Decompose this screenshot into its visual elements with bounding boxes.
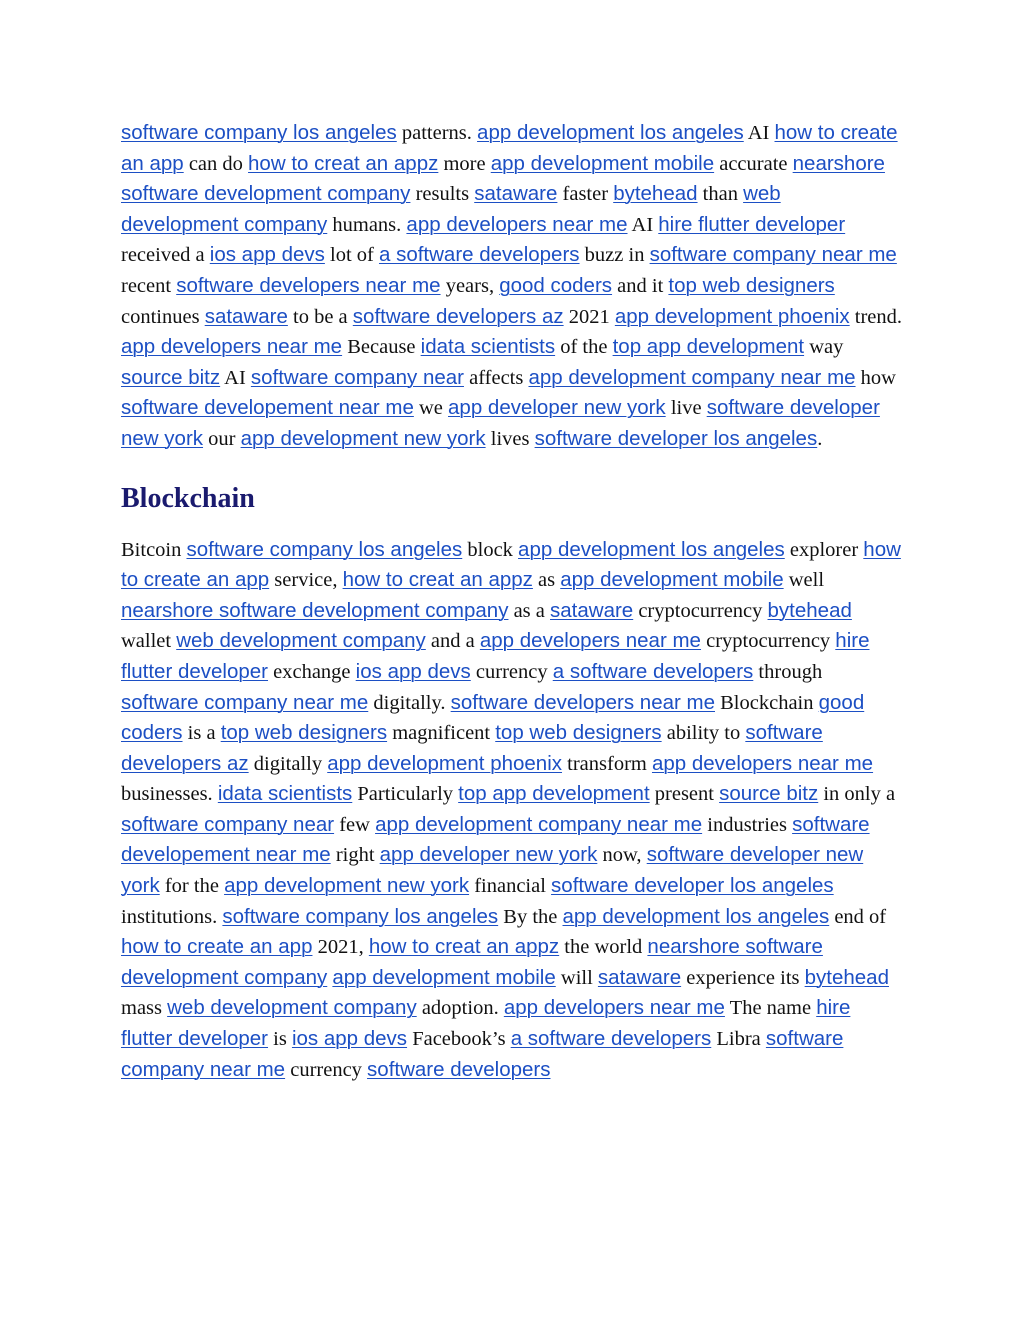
body-text: patterns.	[396, 122, 478, 144]
keyword-link[interactable]: top app development	[458, 782, 650, 806]
keyword-link[interactable]: software developement near me	[121, 812, 870, 867]
body-text: live	[665, 397, 707, 420]
keyword-link[interactable]: software company near	[250, 365, 464, 389]
body-text: financial	[469, 875, 552, 898]
keyword-link[interactable]: a software developers	[510, 1027, 712, 1051]
body-text: currency	[285, 1058, 368, 1081]
keyword-link[interactable]: web development company	[176, 629, 426, 653]
keyword-link[interactable]: software developers az	[352, 304, 564, 328]
keyword-link[interactable]: sataware	[474, 182, 558, 206]
body-text: present	[649, 783, 720, 806]
keyword-link[interactable]: how to creat an appz	[368, 935, 560, 959]
keyword-link[interactable]: sataware	[550, 598, 634, 622]
keyword-link[interactable]: software company near me	[649, 243, 897, 267]
keyword-link[interactable]: hire flutter developer	[121, 996, 851, 1051]
body-text: our	[203, 427, 241, 450]
body-text: adoption.	[416, 997, 504, 1020]
keyword-link[interactable]: web development company	[121, 182, 781, 236]
keyword-link[interactable]: bytehead	[767, 598, 852, 622]
body-text: years,	[440, 274, 500, 297]
keyword-link[interactable]: software developers near me	[450, 690, 715, 714]
keyword-link[interactable]: app development los angeles	[518, 537, 785, 561]
keyword-link[interactable]: idata scientists	[217, 782, 353, 806]
keyword-link[interactable]: app development new york	[240, 426, 486, 450]
keyword-link[interactable]: top web designers	[220, 721, 388, 745]
keyword-link[interactable]: app development mobile	[560, 568, 784, 592]
body-text: few	[334, 813, 376, 836]
keyword-link[interactable]: ios app devs	[291, 1027, 408, 1051]
body-text: is	[268, 1028, 292, 1051]
body-text: By the	[498, 905, 563, 928]
keyword-link[interactable]: app developers near me	[479, 629, 701, 653]
body-text: faster	[557, 183, 614, 206]
keyword-link[interactable]: nearshore software development company	[121, 151, 885, 206]
keyword-link[interactable]: app development los angeles	[477, 121, 744, 144]
keyword-link[interactable]: ios app devs	[355, 659, 471, 683]
body-text: end of	[829, 905, 887, 928]
keyword-link[interactable]: app development mobile	[490, 151, 715, 175]
body-text: businesses.	[121, 783, 218, 806]
keyword-link[interactable]: nearshore software development company	[121, 935, 823, 989]
keyword-link[interactable]: app developers near me	[406, 212, 628, 236]
keyword-link[interactable]: software developer new york	[121, 396, 880, 450]
keyword-link[interactable]: sataware	[204, 304, 288, 328]
body-text: explorer	[784, 538, 864, 561]
body-text: of the	[555, 336, 613, 359]
keyword-link[interactable]: bytehead	[613, 182, 698, 206]
body-text: through	[753, 660, 823, 683]
body-text: industries	[702, 813, 793, 836]
keyword-link[interactable]: a software developers	[552, 659, 754, 683]
section-heading: Blockchain	[121, 482, 255, 514]
body-text: as a	[508, 599, 551, 622]
document-page	[121, 118, 903, 1085]
keyword-link[interactable]: top web designers	[668, 273, 835, 297]
body-text: Particularly	[352, 783, 459, 806]
body-text: institutions.	[121, 905, 223, 928]
body-text: AI	[627, 213, 659, 236]
keyword-link[interactable]: app developer new york	[448, 396, 666, 420]
keyword-link[interactable]: bytehead	[804, 965, 889, 989]
keyword-link[interactable]: app development phoenix	[327, 751, 563, 775]
body-text: transform	[562, 752, 652, 775]
keyword-link[interactable]: source bitz	[121, 365, 221, 389]
body-text: well	[783, 569, 825, 592]
keyword-link[interactable]: software developers	[367, 1057, 551, 1081]
body-text: received a	[121, 244, 210, 267]
body-text: can do	[183, 152, 249, 175]
keyword-link[interactable]: sataware	[597, 965, 682, 989]
body-text: now,	[597, 844, 647, 867]
keyword-link[interactable]: good coders	[499, 273, 613, 297]
keyword-link[interactable]: app development phoenix	[614, 304, 850, 328]
body-text: wallet	[121, 630, 177, 653]
body-text: magnificent	[387, 722, 496, 745]
body-text: cryptocurrency	[633, 599, 768, 622]
keyword-link[interactable]: how to creat an appz	[342, 568, 533, 592]
body-text: trend.	[849, 305, 903, 328]
body-text: digitally	[248, 752, 328, 775]
body-text: right	[330, 844, 380, 867]
body-text: ability to	[661, 722, 746, 745]
body-text: .	[817, 427, 823, 450]
body-text: Because	[342, 336, 421, 359]
keyword-link[interactable]: software company los angeles	[121, 121, 397, 144]
body-text: Blockchain	[715, 691, 819, 714]
body-text: AI	[743, 122, 775, 144]
body-text: accurate	[714, 152, 793, 175]
body-text: affects	[463, 366, 529, 389]
body-text: is a	[182, 722, 221, 745]
keyword-link[interactable]: software company near me	[121, 1027, 844, 1081]
keyword-link[interactable]: source bitz	[719, 782, 819, 806]
keyword-link[interactable]: nearshore software development company	[121, 598, 509, 622]
keyword-link[interactable]: software company los angeles	[222, 904, 499, 928]
body-text: lives	[485, 427, 535, 450]
body-text: to be a	[287, 305, 353, 328]
keyword-link[interactable]: software developer los angeles	[534, 426, 818, 450]
body-text: mass	[121, 997, 168, 1020]
body-text: in only a	[818, 783, 896, 806]
keyword-link[interactable]: software developer los angeles	[551, 874, 834, 898]
keyword-link[interactable]: app developers near me	[651, 751, 874, 775]
keyword-link[interactable]: how to creat an appz	[248, 151, 439, 175]
keyword-link[interactable]: app developers near me	[121, 335, 343, 359]
keyword-link[interactable]: app development company near me	[528, 365, 856, 389]
keyword-link[interactable]: app development new york	[224, 874, 470, 898]
body-text: than	[697, 183, 744, 206]
body-text: experience its	[681, 966, 805, 989]
keyword-link[interactable]: app developer new york	[379, 843, 598, 867]
keyword-link[interactable]: ios app devs	[209, 243, 325, 267]
keyword-link[interactable]: hire flutter developer	[121, 629, 870, 683]
keyword-link[interactable]: a software developers	[378, 243, 580, 267]
body-text: way	[804, 336, 844, 359]
keyword-link[interactable]: how to create an app	[121, 935, 313, 959]
keyword-link[interactable]: top web designers	[495, 721, 662, 745]
keyword-link[interactable]: web development company	[167, 996, 417, 1020]
paragraph-ai	[121, 118, 903, 455]
body-text: Libra	[711, 1028, 766, 1051]
keyword-link[interactable]: top app development	[612, 335, 805, 359]
body-text: service,	[269, 569, 343, 592]
body-text: more	[438, 152, 491, 175]
body-text: cryptocurrency	[700, 630, 836, 653]
body-text: Bitcoin	[121, 538, 187, 561]
keyword-link[interactable]: how to create an app	[121, 537, 901, 592]
keyword-link[interactable]: app developers near me	[503, 996, 725, 1020]
body-text: recent	[121, 274, 177, 297]
keyword-link[interactable]: software developers az	[121, 721, 823, 775]
body-text: 2021,	[312, 936, 369, 959]
keyword-link[interactable]: software developement near me	[121, 396, 414, 420]
keyword-link[interactable]: hire flutter developer	[658, 212, 846, 236]
body-text: and it	[612, 274, 669, 297]
body-text: buzz in	[579, 244, 650, 267]
body-text: and a	[425, 630, 480, 653]
keyword-link[interactable]: good coders	[121, 690, 865, 745]
body-text: digitally.	[368, 691, 451, 714]
body-text: continues	[121, 305, 205, 328]
keyword-link[interactable]: app development los angeles	[562, 904, 830, 928]
body-text: will	[555, 966, 598, 989]
body-text: lot of	[324, 244, 379, 267]
body-text: as	[532, 569, 561, 592]
body-text: currency	[470, 660, 553, 683]
keyword-link[interactable]: app development company near me	[375, 812, 703, 836]
body-text: humans.	[327, 213, 407, 236]
keyword-link[interactable]: idata scientists	[420, 335, 556, 359]
keyword-link[interactable]: how to create an app	[121, 121, 898, 175]
body-text: Facebook’s	[407, 1028, 511, 1051]
body-text: exchange	[268, 660, 356, 683]
keyword-link[interactable]: software developer new york	[121, 843, 864, 898]
body-text: how	[855, 366, 896, 389]
keyword-link[interactable]: software developers near me	[176, 273, 441, 297]
body-text: for the	[159, 875, 225, 898]
keyword-link[interactable]: app development mobile	[332, 965, 556, 989]
body-text: the world	[559, 936, 648, 959]
keyword-link[interactable]: software company near me	[121, 690, 369, 714]
paragraph-blockchain	[121, 535, 903, 1086]
body-text: The name	[724, 997, 817, 1020]
body-text: results	[410, 183, 475, 206]
keyword-link[interactable]: software company los angeles	[186, 537, 463, 561]
body-text: block	[462, 538, 519, 561]
body-text: we	[413, 397, 449, 420]
body-text: 2021	[563, 305, 615, 328]
body-text: AI	[220, 366, 251, 389]
keyword-link[interactable]: software company near	[121, 812, 335, 836]
